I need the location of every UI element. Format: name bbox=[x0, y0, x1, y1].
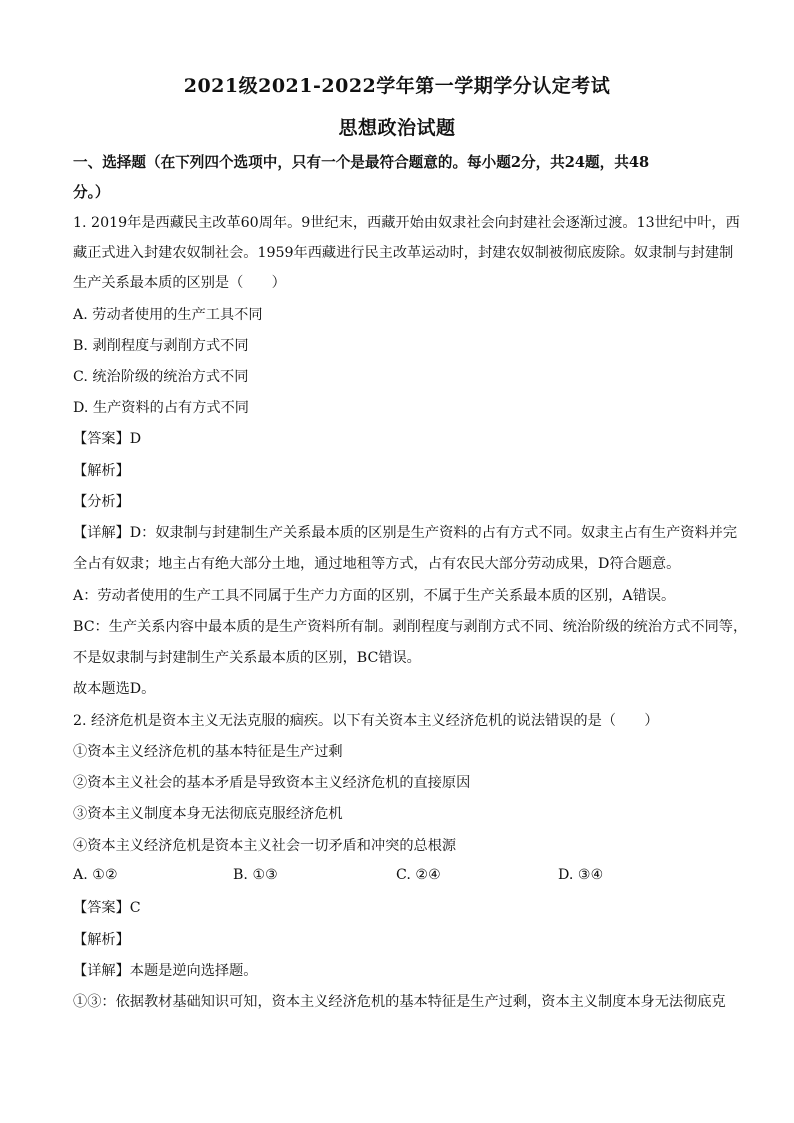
q2-option-d: D. ③④ bbox=[558, 867, 604, 883]
q1-detail-line6: 故本题选D。 bbox=[73, 681, 156, 697]
q2-item-3: ③资本主义制度本身无法彻底克服经济危机 bbox=[73, 806, 343, 822]
q1-detail-line4: BC：生产关系内容中最本质的是生产资料所有制。剥削程度与剥削方式不同、统治阶级的统治方式不同等， bbox=[73, 619, 748, 635]
q2-item-2: ②资本主义社会的基本矛盾是导致资本主义经济危机的直接原因 bbox=[73, 775, 471, 791]
q2-option-a: A. ①② bbox=[73, 867, 118, 883]
q1-option-a: A. 劳动者使用的生产工具不同 bbox=[73, 307, 263, 323]
section-heading-line1: 一、选择题（在下列四个选项中，只有一个是最符合题意的。每小题2分，共24题，共48 bbox=[73, 154, 650, 171]
q2-option-c: C. ②④ bbox=[396, 867, 441, 883]
q1-detail-line1: 【详解】D：奴隶制与封建制生产关系最本质的区别是生产资料的占有方式不同。奴隶主占有生产资料并完 bbox=[73, 525, 738, 541]
q2-options-row bbox=[73, 867, 733, 887]
q2-item-4: ④资本主义经济危机是资本主义社会一切矛盾和冲突的总根源 bbox=[73, 838, 457, 854]
q2-detail-line1: 【详解】本题是逆向选择题。 bbox=[73, 963, 258, 979]
q2-item-1: ①资本主义经济危机的基本特征是生产过剩 bbox=[73, 744, 343, 760]
exam-title: 2021级2021-2022学年第一学期学分认定考试 bbox=[183, 75, 611, 97]
q1-option-b: B. 剥削程度与剥削方式不同 bbox=[73, 338, 249, 354]
q1-detail-line2: 全占有奴隶；地主占有绝大部分土地，通过地租等方式，占有农民大部分劳动成果，D符合题意。 bbox=[73, 556, 681, 572]
q1-option-c: C. 统治阶级的统治方式不同 bbox=[73, 369, 249, 385]
q1-detail-line3: A：劳动者使用的生产工具不同属于生产力方面的区别，不属于生产关系最本质的区别，A错误。 bbox=[73, 588, 676, 604]
q2-detail-line2: ①③：依据教材基础知识可知，资本主义经济危机的基本特征是生产过剩，资本主义制度本身无法彻底克 bbox=[73, 994, 726, 1010]
q1-detail-line5: 不是奴隶制与封建制生产关系最本质的区别，BC错误。 bbox=[73, 650, 421, 666]
q1-answer: 【答案】D bbox=[73, 431, 142, 447]
q1-fenxi-label: 【分析】 bbox=[73, 494, 130, 510]
q2-answer: 【答案】C bbox=[73, 900, 141, 916]
q2-stem: 2. 经济危机是资本主义无法克服的痼疾。以下有关资本主义经济危机的说法错误的是（ ） bbox=[73, 713, 659, 729]
q2-option-b: B. ①③ bbox=[233, 867, 278, 883]
q2-analysis-label: 【解析】 bbox=[73, 932, 130, 948]
subject-title: 思想政治试题 bbox=[338, 117, 456, 139]
q1-option-d: D. 生产资料的占有方式不同 bbox=[73, 400, 249, 416]
q1-stem-line1: 1. 2019年是西藏民主改革60周年。9世纪末，西藏开始由奴隶社会向封建社会逐渐过渡。13世纪中叶，西 bbox=[73, 215, 740, 231]
q1-stem-line3: 生产关系最本质的区别是（ ） bbox=[73, 275, 286, 291]
section-heading-line2: 分。） bbox=[73, 184, 110, 201]
q1-stem-line2: 藏正式进入封建农奴制社会。1959年西藏进行民主改革运动时，封建农奴制被彻底废除。奴隶制与封建制 bbox=[73, 245, 734, 261]
q1-analysis-label: 【解析】 bbox=[73, 463, 130, 479]
